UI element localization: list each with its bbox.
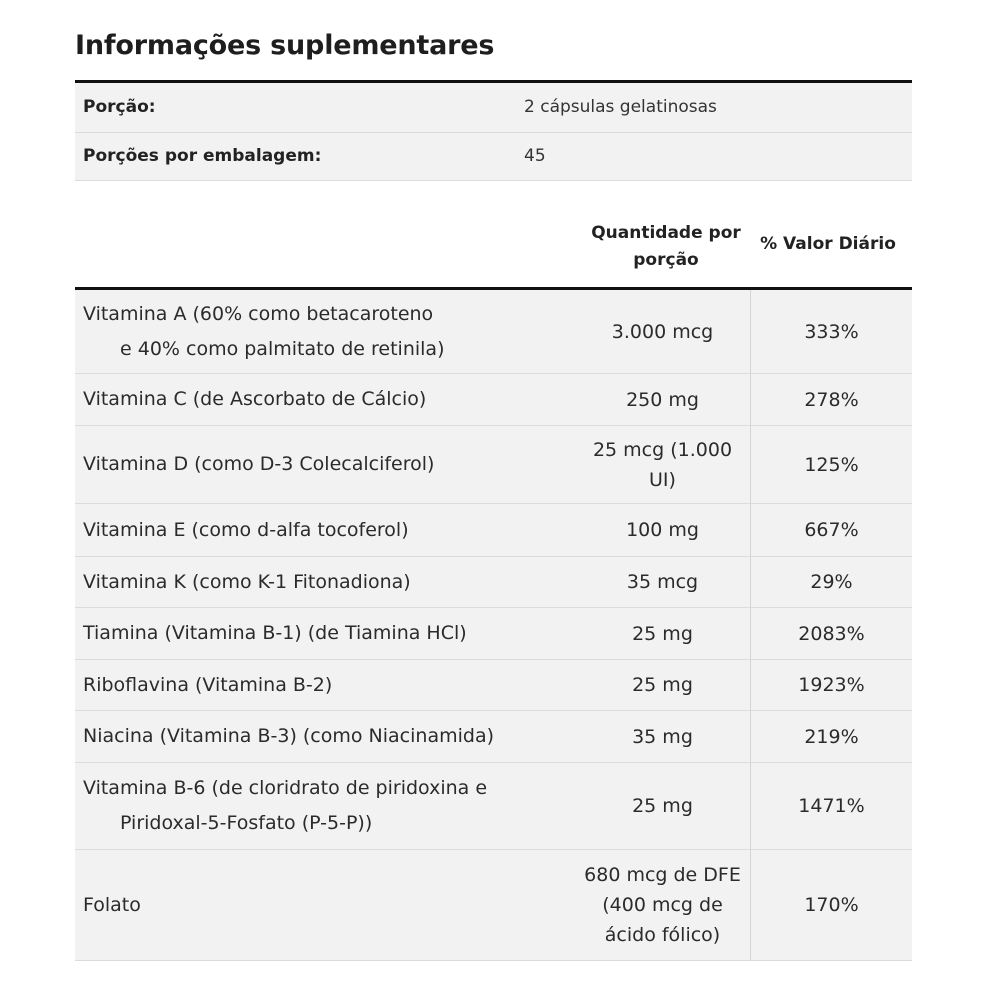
nutrient-daily-value: 333% xyxy=(804,320,859,343)
nutrient-name-line-1: Vitamina B-6 (de cloridrato de piridoxina e xyxy=(83,777,488,799)
amount-header-line-2: porção xyxy=(633,250,699,270)
nutrient-name-line-2: e 40% como palmitato de retinila) xyxy=(120,337,445,360)
nutrient-amount-line-2: UI) xyxy=(649,468,676,491)
amount-per-serving-header xyxy=(581,220,751,274)
page-title: Informações suplementares xyxy=(75,30,495,61)
nutrient-name xyxy=(75,297,575,367)
nutrient-amount: 35 mcg xyxy=(575,557,751,607)
servings-per-container-label: Porções por embalagem: xyxy=(83,146,322,166)
nutrient-amount: 35 mg xyxy=(575,711,751,762)
nutrient-daily-value: 29% xyxy=(810,571,853,593)
nutrient-name: Vitamina C (de Ascorbato de Cálcio) xyxy=(83,388,427,410)
nutrient-name-line-2: Piridoxal-5-Fosfato (P-5-P)) xyxy=(120,812,373,834)
amount-header-line-1: Quantidade por xyxy=(591,223,741,243)
nutrient-name: Folato xyxy=(83,893,141,916)
table-row xyxy=(75,660,912,711)
nutrient-amount: 25 mg xyxy=(575,608,751,659)
nutrient-daily-value: 125% xyxy=(804,453,859,476)
nutrient-amount xyxy=(575,850,751,960)
nutrient-daily-value: 170% xyxy=(804,894,859,916)
nutrient-name: Vitamina D (como D-3 Colecalciferol) xyxy=(83,453,435,475)
table-row xyxy=(75,608,912,660)
nutrient-daily-value: 278% xyxy=(804,388,859,411)
daily-value-header: % Valor Diário xyxy=(760,234,896,254)
nutrient-amount: 3.000 mcg xyxy=(575,290,751,373)
nutrient-amount-line-1: 680 mcg de DFE xyxy=(584,864,741,886)
nutrient-amount xyxy=(575,426,751,503)
serving-size-row xyxy=(75,83,912,133)
table-row xyxy=(75,290,912,374)
nutrient-amount: 250 mg xyxy=(575,374,751,425)
nutrient-daily-value: 1923% xyxy=(798,674,865,696)
serving-info-table xyxy=(75,80,912,181)
nutrient-name: Vitamina E (como d-alfa tocoferol) xyxy=(83,518,409,541)
column-header xyxy=(75,200,912,290)
nutrient-table xyxy=(75,290,912,961)
table-row xyxy=(75,850,912,961)
serving-size-value: 2 cápsulas gelatinosas xyxy=(524,97,717,117)
nutrient-daily-value: 2083% xyxy=(798,622,865,645)
nutrient-daily-value: 219% xyxy=(804,725,859,748)
table-row xyxy=(75,504,912,557)
nutrient-amount-line-2: (400 mcg de xyxy=(602,894,723,916)
table-row xyxy=(75,763,912,850)
serving-size-label: Porção: xyxy=(83,97,156,117)
nutrient-name: Niacina (Vitamina B-3) (como Niacinamida) xyxy=(83,725,494,747)
nutrient-amount-line-1: 25 mcg (1.000 xyxy=(592,438,733,461)
nutrient-amount: 100 mg xyxy=(575,504,751,556)
nutrient-name: Riboflavina (Vitamina B-2) xyxy=(83,673,333,696)
table-row xyxy=(75,374,912,426)
servings-per-container-row xyxy=(75,133,912,181)
nutrient-daily-value: 667% xyxy=(804,519,859,541)
table-row xyxy=(75,426,912,504)
nutrient-name: Tiamina (Vitamina B-1) (de Tiamina HCl) xyxy=(83,622,467,644)
servings-per-container-value: 45 xyxy=(524,146,546,166)
nutrient-name: Vitamina K (como K-1 Fitonadiona) xyxy=(83,570,411,593)
nutrient-amount: 25 mg xyxy=(575,660,751,710)
nutrient-amount-line-3: ácido fólico) xyxy=(604,924,721,946)
nutrient-amount: 25 mg xyxy=(575,763,751,849)
nutrient-daily-value: 1471% xyxy=(798,795,865,817)
nutrient-name xyxy=(75,771,575,841)
nutrient-name-line-1: Vitamina A (60% como betacaroteno xyxy=(83,302,434,325)
table-row xyxy=(75,711,912,763)
table-row xyxy=(75,557,912,608)
